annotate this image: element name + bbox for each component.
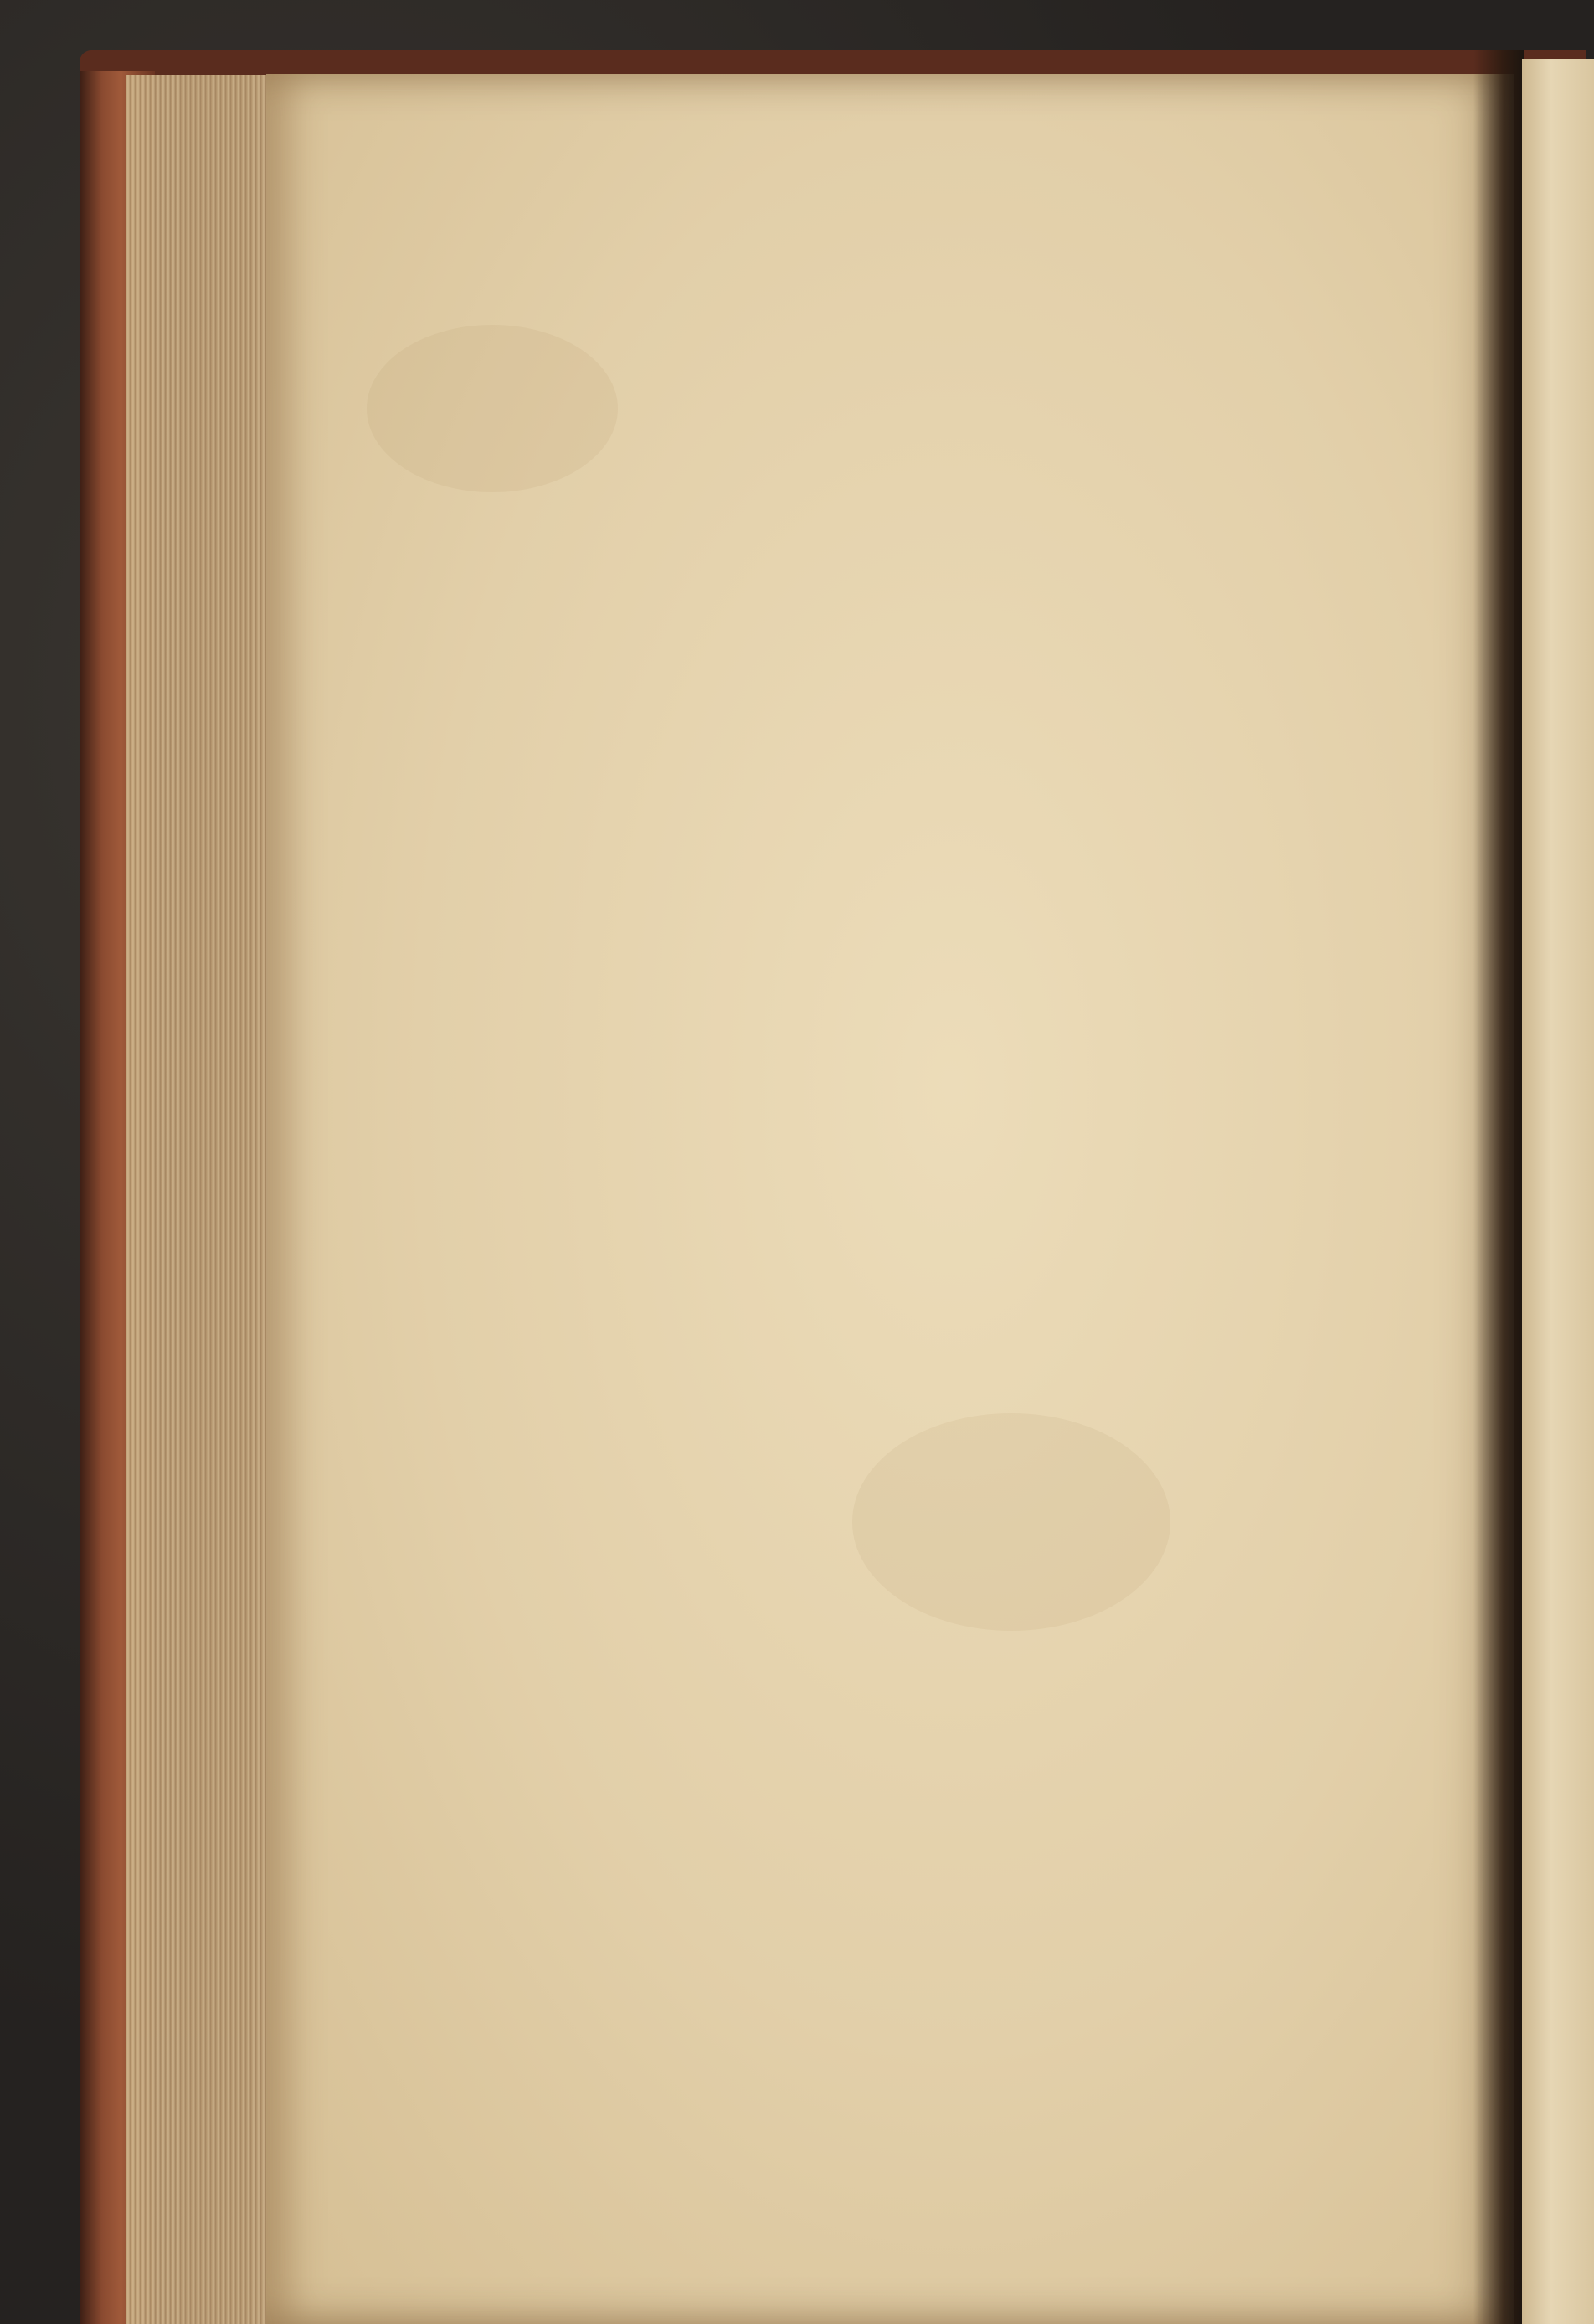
left-page [266,74,1514,2324]
paper-stain [367,325,618,492]
page-edges [126,75,276,2324]
paper-stain [852,1413,1170,1631]
next-page-edge [1522,59,1594,2324]
page-gutter [1473,50,1524,2324]
